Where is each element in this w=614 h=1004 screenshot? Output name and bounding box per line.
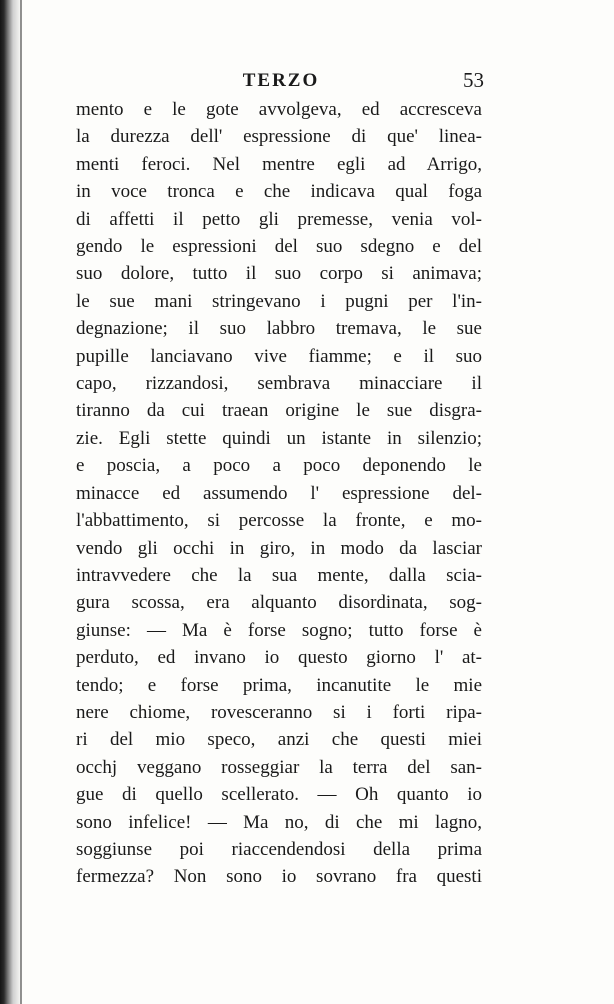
text-line: degnazione; il suo labbro tremava, le sue (76, 318, 482, 340)
text-line: minacce ed assumendo l' espressione del- (76, 482, 482, 504)
text-line: perduto, ed invano io questo giorno l' at- (76, 647, 482, 669)
page-header (76, 70, 486, 98)
text-line: capo, rizzandosi, sembrava minacciare il (76, 373, 482, 395)
text-line: sono infelice! — Ma no, di che mi lagno, (76, 811, 482, 833)
page-number: 53 (463, 68, 484, 92)
text-line: menti feroci. Nel mentre egli ad Arrigo, (76, 153, 482, 175)
book-spine-shadow (0, 0, 22, 1004)
text-line: tiranno da cui traean origine le sue disgra- (76, 400, 482, 422)
text-line: gendo le espressioni del suo sdegno e del (76, 236, 482, 258)
text-line: gura scossa, era alquanto disordinata, sog- (76, 592, 482, 614)
text-line: occhj veggano rosseggiar la terra del san- (76, 756, 482, 778)
text-line: nere chiome, rovesceranno si i forti ripa- (76, 701, 482, 723)
text-line: in voce tronca e che indicava qual foga (76, 181, 482, 203)
text-line: mento e le gote avvolgeva, ed accresceva (76, 99, 482, 120)
text-line: di affetti il petto gli premesse, venia vol- (76, 208, 482, 230)
text-line: fermezza? Non sono io sovrano fra questi (76, 866, 482, 888)
text-line: le sue mani stringevano i pugni per l'in- (76, 290, 482, 312)
text-line: pupille lanciavano vive fiamme; e il suo (76, 345, 482, 367)
text-line: zie. Egli stette quindi un istante in silenzio; (76, 427, 482, 449)
text-line: soggiunse poi riaccendendosi della prima (76, 838, 482, 860)
text-line: tendo; e forse prima, incanutite le mie (76, 674, 482, 696)
text-line: gue di quello scellerato. — Oh quanto io (76, 784, 482, 806)
text-line: ri del mio speco, anzi che questi miei (76, 729, 482, 751)
running-title: TERZO (242, 70, 320, 91)
text-line: suo dolore, tutto il suo corpo si animava; (76, 263, 482, 285)
text-line: giunse: — Ma è forse sogno; tutto forse è (76, 619, 482, 641)
text-line: l'abbattimento, si percosse la fronte, e mo- (76, 510, 482, 532)
text-line: e poscia, a poco a poco deponendo le (76, 455, 482, 477)
page-edge-line (20, 0, 22, 1004)
text-line: intravvedere che la sua mente, dalla scia- (76, 564, 482, 586)
text-line: vendo gli occhi in giro, in modo da lasciar (76, 537, 482, 559)
text-line: la durezza dell' espressione di que' linea- (76, 126, 482, 148)
body-text (76, 96, 482, 891)
